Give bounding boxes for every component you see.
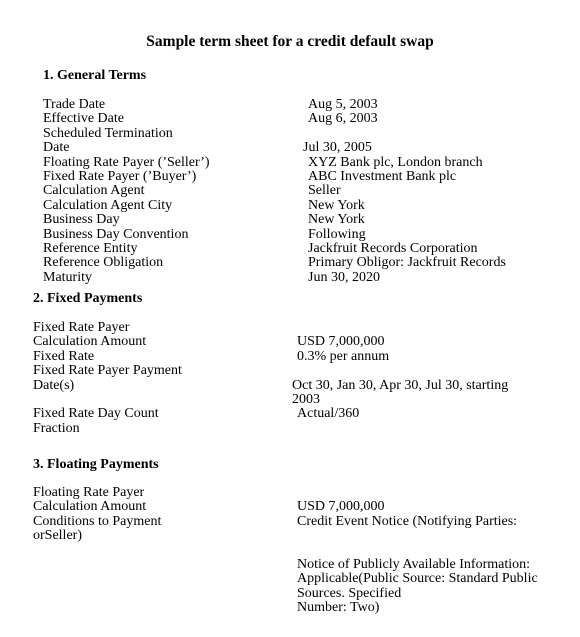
row-value: Sources. Specified (297, 585, 402, 601)
row-label: orSeller) (33, 528, 82, 544)
row-value: Aug 5, 2003 (308, 97, 378, 112)
row-label: Floating Rate Payer (33, 485, 145, 500)
row-label: Business Day Convention (43, 226, 189, 242)
row-label: Reference Entity (43, 241, 138, 256)
row-value: Primary Obligor: Jackfruit Records (308, 255, 506, 271)
row-value: Notice of Publicly Available Information: (297, 557, 531, 572)
row-value: Aug 6, 2003 (308, 111, 378, 127)
row-label: Trade Date (43, 97, 106, 112)
row-label: Fixed Rate Payer Payment (33, 363, 182, 379)
row-label: Floating Rate Payer (’Seller’) (43, 154, 210, 170)
row-label: Fraction (33, 420, 80, 436)
row-label: Date(s) (33, 377, 75, 393)
row-label: Fixed Rate Payer (’Buyer’) (43, 169, 197, 184)
row-label: Fixed Rate Payer (33, 320, 130, 335)
row-label: Calculation Amount (33, 499, 147, 515)
row-value: Credit Event Notice (Notifying Parties: (297, 513, 518, 529)
row-label: Effective Date (43, 111, 124, 127)
row-value: 2003 (292, 392, 320, 407)
row-value: Following (308, 226, 366, 242)
row-label: Fixed Rate (33, 348, 95, 364)
row-value: 0.3% per annum (297, 348, 390, 364)
row-label: Business Day (43, 212, 120, 228)
section-heading-floating-payments: 3. Floating Payments (33, 457, 159, 472)
row-label: Fixed Rate Day Count (33, 406, 159, 422)
section-heading-fixed-payments: 2. Fixed Payments (33, 291, 143, 306)
row-value: XYZ Bank plc, London branch (308, 154, 483, 170)
document-title: Sample term sheet for a credit default swap (146, 33, 434, 50)
row-value: Applicable(Public Source: Standard Public (297, 571, 538, 587)
row-value: Actual/360 (297, 406, 360, 422)
row-label: Calculation Agent (43, 183, 145, 199)
row-label: Scheduled Termination (43, 125, 173, 141)
row-label: Conditions to Payment (33, 513, 162, 529)
row-value: Number: Two) (297, 600, 380, 616)
row-value: Oct 30, Jan 30, Apr 30, Jul 30, starting (292, 377, 509, 393)
row-value: Jackfruit Records Corporation (308, 241, 478, 256)
row-value: New York (308, 212, 365, 228)
row-value: New York (308, 197, 365, 213)
row-label: Calculation Agent City (43, 197, 173, 213)
row-label: Date (43, 140, 70, 156)
row-value: Jun 30, 2020 (308, 269, 380, 285)
row-value: Seller (308, 183, 341, 199)
row-label: Reference Obligation (43, 255, 164, 271)
row-value: USD 7,000,000 (297, 334, 385, 350)
row-value: USD 7,000,000 (297, 499, 385, 515)
row-value: Jul 30, 2005 (303, 140, 372, 156)
row-label: Maturity (43, 269, 92, 285)
section-heading-general-terms: 1. General Terms (43, 68, 147, 83)
row-value: ABC Investment Bank plc (308, 169, 457, 184)
row-label: Calculation Amount (33, 334, 147, 350)
